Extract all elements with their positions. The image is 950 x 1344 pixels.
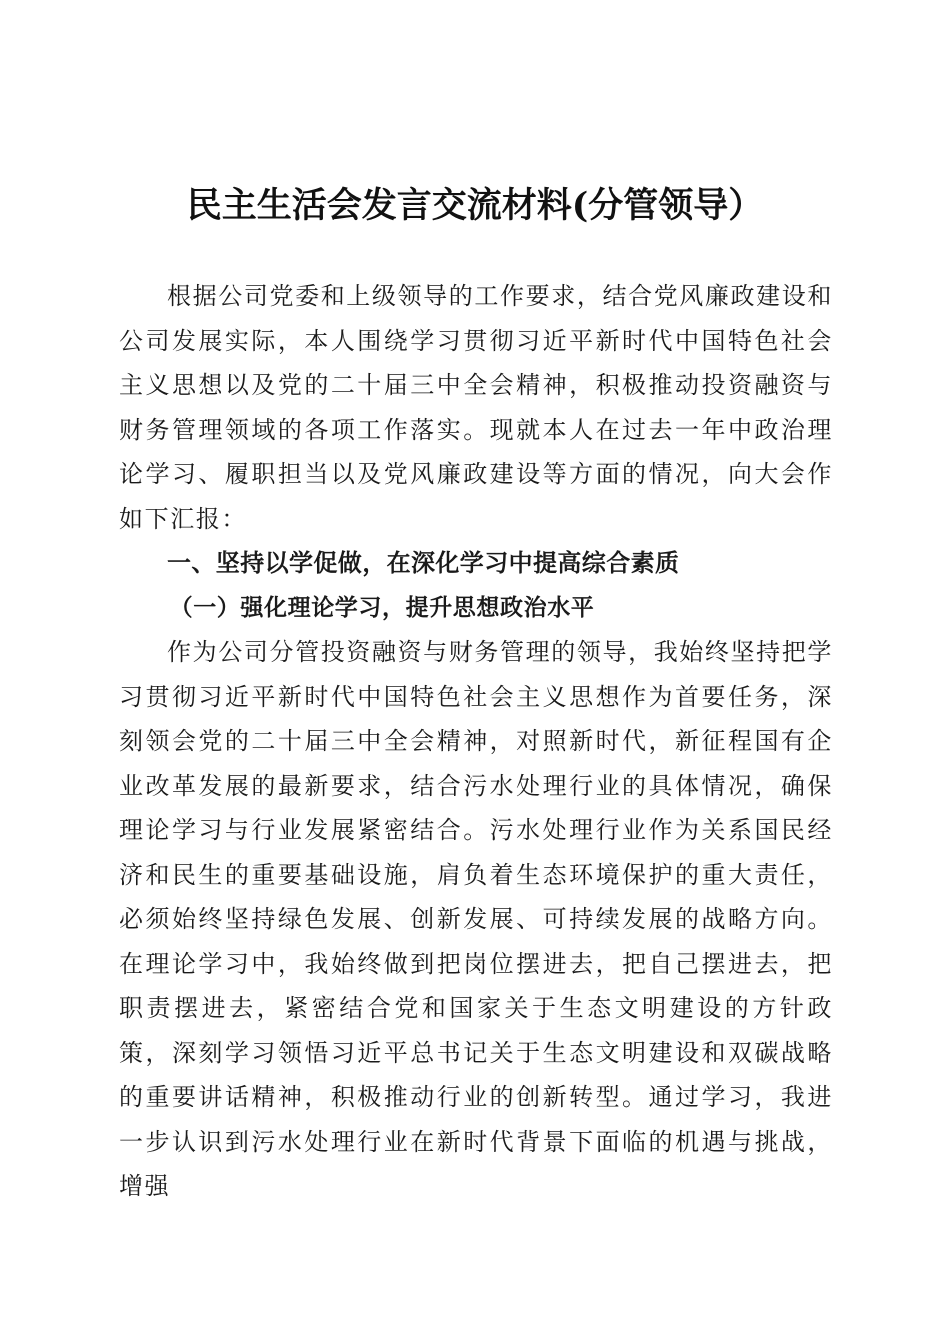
section-heading: 一、坚持以学促做，在深化学习中提高综合素质 [167, 549, 680, 577]
subsection-paragraph: 作为公司分管投资融资与财务管理的领导，我始终坚持把学习贯彻习近平新时代中国特色社会主义思想作为首要任务，深刻领会党的二十届三中全会精神，对照新时代，新征程国有企业改革发展的最新要求，结合污水处理行业的具体情况，确保理论学习与行业发展紧密结合。污水处理行业作为关系国民经济和民生的重要基础设施，肩负着生态环境保护的重大责任，必须始终坚持绿色发展、创新发展、可持续发展的战略方向。在理论学习中，我始终做到把岗位摆进去，把自己摆进去，把职责摆进去，紧密结合党和国家关于生态文明建设的方针政策，深刻学习领悟习近平总书记关于生态文明建设和双碳战略的重要讲话精神，积极推动行业的创新转型。通过学习，我进一步认识到污水处理行业在新时代背景下面临的机遇与挑战，增强 [119, 638, 833, 1200]
document-title: 民主生活会发言交流材料(分管领导） [186, 185, 764, 226]
subsection-heading: （一）强化理论学习，提升思想政治水平 [169, 593, 595, 621]
intro-paragraph: 根据公司党委和上级领导的工作要求，结合党风廉政建设和公司发展实际，本人围绕学习贯彻习近平新时代中国特色社会主义思想以及党的二十届三中全会精神，积极推动投资融资与财务管理领域的各项工作落实。现就本人在过去一年中政治理论学习、履职担当以及党风廉政建设等方面的情况，向大会作如下汇报： [119, 282, 833, 533]
document-body [119, 274, 833, 1209]
